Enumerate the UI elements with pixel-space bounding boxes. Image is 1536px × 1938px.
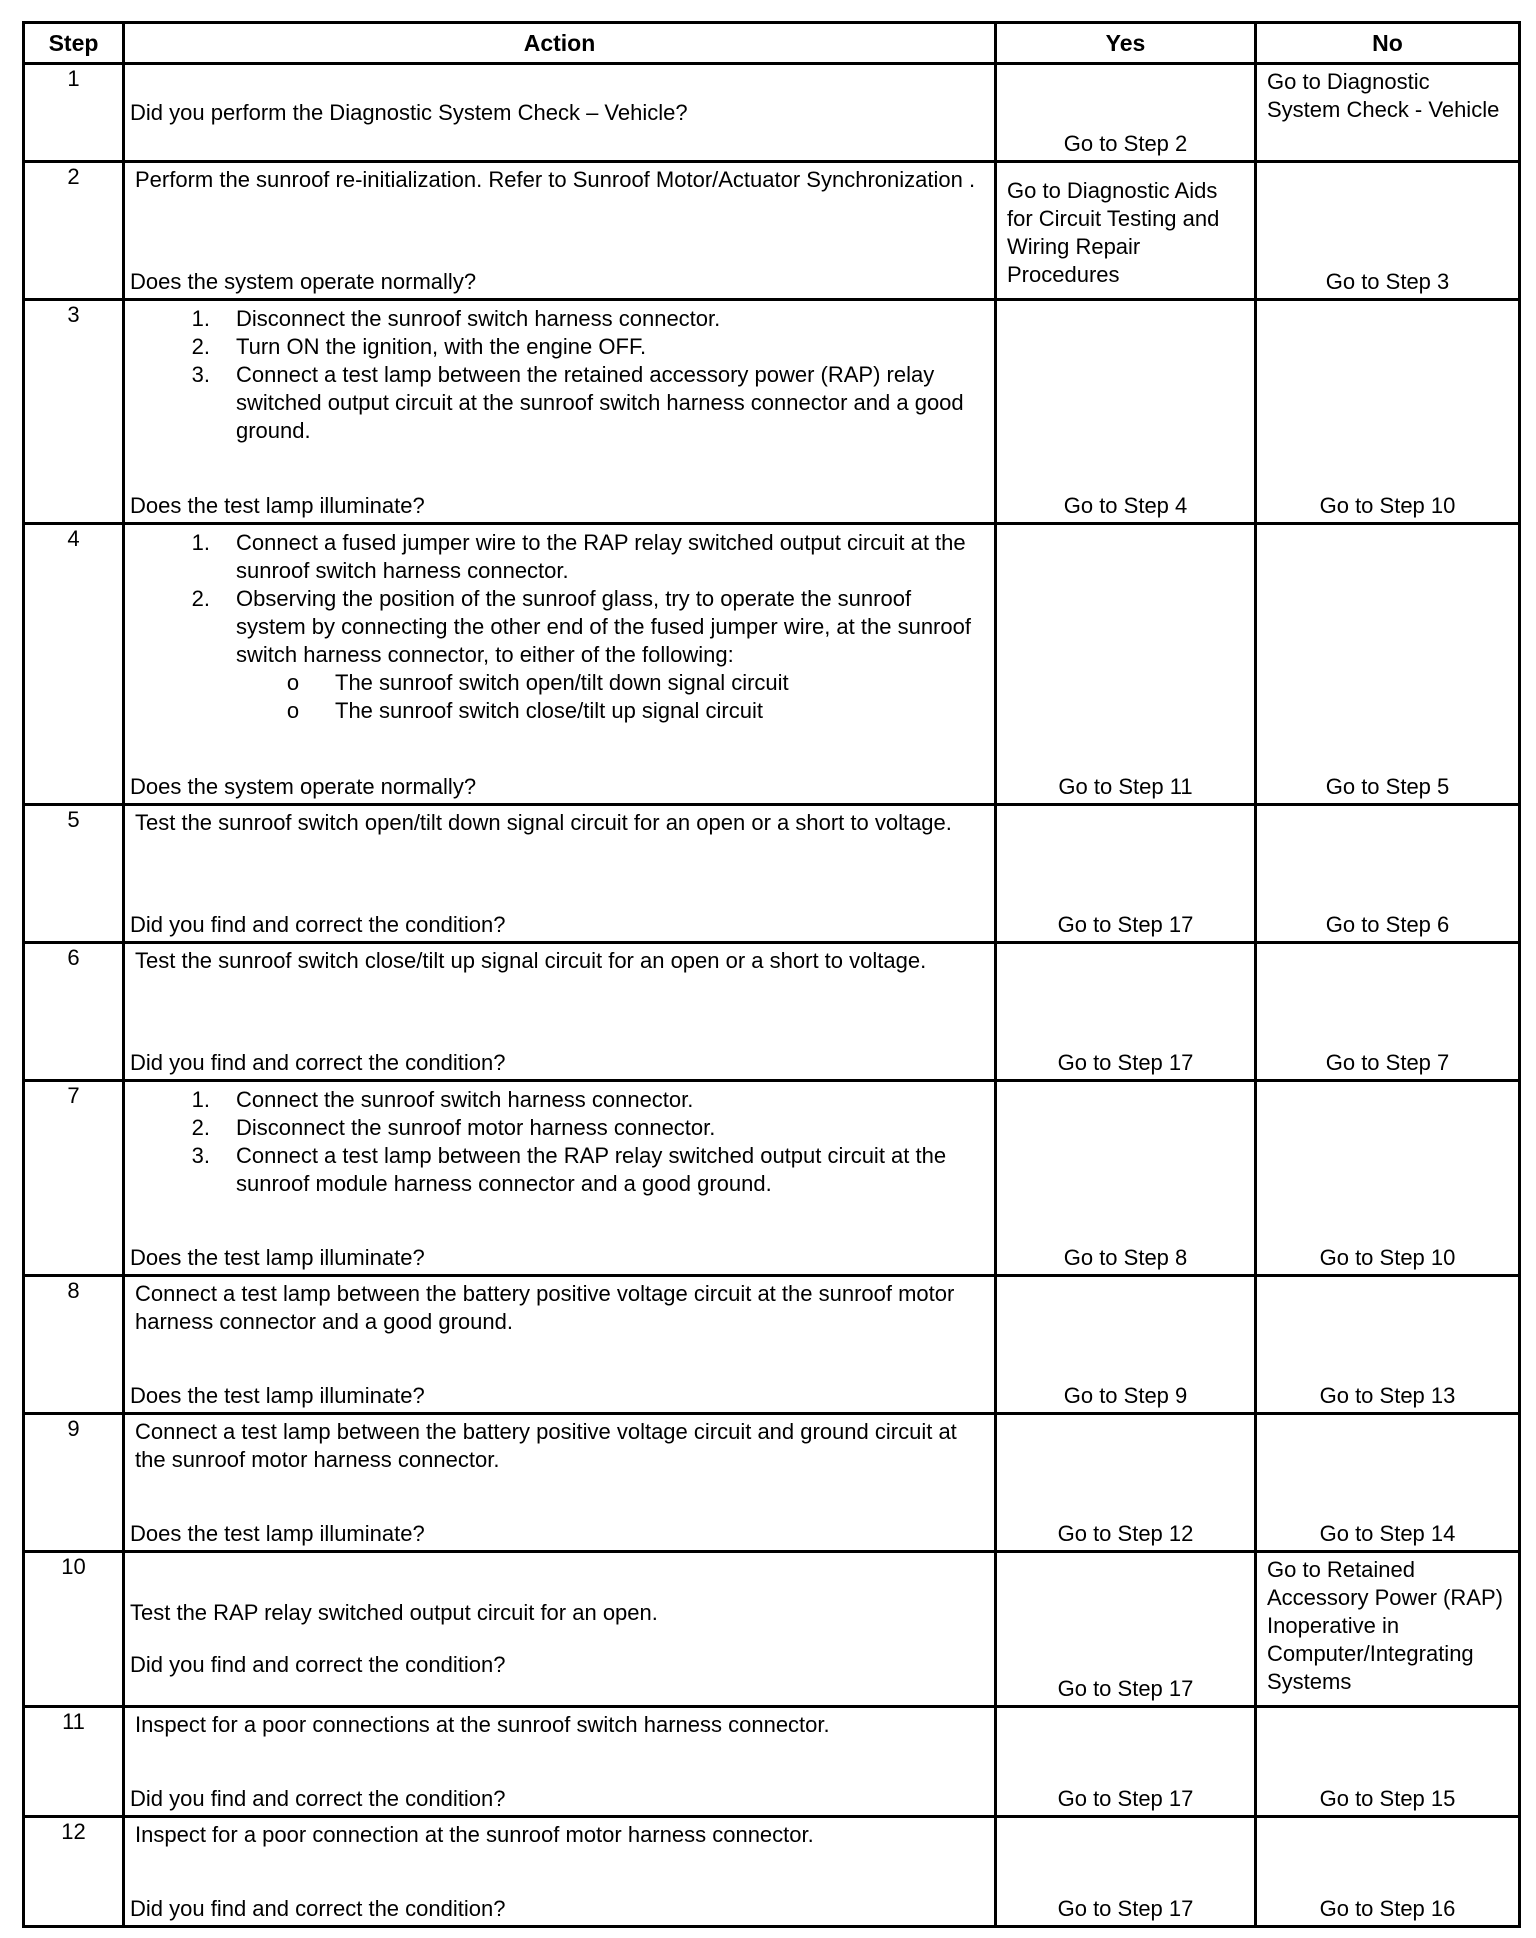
table-row — [24, 1414, 1520, 1552]
action-question: Does the test lamp illuminate? — [130, 1521, 425, 1546]
table-row — [24, 1081, 1520, 1276]
table-row — [24, 805, 1520, 943]
yes-link[interactable]: Go to Step 17 — [1057, 1786, 1194, 1811]
yes-cell — [996, 1552, 1256, 1707]
sub-list-item: o The sunroof switch open/tilt down signal circuit — [286, 670, 789, 695]
step-number: 12 — [24, 1817, 124, 1927]
table-row — [24, 524, 1520, 805]
list-item: 1. Connect the sunroof switch harness connector. — [191, 1087, 694, 1112]
list-item: 2. Observing the position of the sunroof glass, try to operate the sunroof system by connecting the other end of the fused jumper wire, at the sunroof switch harness connector, to either of the following: o The sunroof switch open/tilt down signal circuit o The sunroof switch close/tilt up signal circuit — [180, 585, 984, 725]
action-question: Did you find and correct the condition? — [130, 1896, 506, 1921]
no-cell — [1256, 1276, 1520, 1414]
no-cell — [1256, 1707, 1520, 1817]
header-action: Action — [124, 23, 996, 64]
no-cell — [1256, 300, 1520, 524]
yes-cell — [996, 1414, 1256, 1552]
header-step: Step — [24, 23, 124, 64]
yes-link[interactable]: Go to Step 17 — [1057, 1896, 1194, 1921]
action-instruction: Connect a test lamp between the battery positive voltage circuit at the sunroof motor harness connector and a good ground. — [135, 1281, 955, 1334]
header-no: No — [1256, 23, 1520, 64]
action-cell — [124, 1276, 996, 1414]
step-number: 9 — [24, 1414, 124, 1552]
action-question: Did you find and correct the condition? — [130, 1652, 506, 1677]
header-yes: Yes — [996, 23, 1256, 64]
instruction-list — [135, 305, 984, 445]
list-item: 1. Connect a fused jumper wire to the RAP relay switched output circuit at the sunroof switch harness connector. — [191, 530, 966, 583]
yes-link[interactable]: Go to Step 17 — [1057, 1050, 1194, 1075]
step-number: 6 — [24, 943, 124, 1081]
action-instruction: Inspect for a poor connection at the sunroof motor harness connector. — [135, 1822, 814, 1847]
no-link[interactable]: Go to Step 15 — [1319, 1786, 1456, 1811]
instruction-list — [135, 529, 984, 725]
no-link[interactable]: Go to Step 16 — [1319, 1896, 1456, 1921]
yes-link[interactable]: Go to Step 8 — [1063, 1245, 1188, 1270]
step-number: 11 — [24, 1707, 124, 1817]
yes-cell — [996, 805, 1256, 943]
yes-cell — [996, 524, 1256, 805]
yes-cell — [996, 1276, 1256, 1414]
yes-link[interactable]: Go to Step 9 — [1063, 1383, 1188, 1408]
yes-link[interactable]: Go to Step 2 — [1063, 131, 1188, 156]
no-cell — [1256, 1081, 1520, 1276]
header-row — [24, 23, 1520, 64]
no-link[interactable]: Go to Step 3 — [1325, 269, 1450, 294]
yes-cell — [996, 1707, 1256, 1817]
table-row — [24, 1817, 1520, 1927]
table-row — [24, 1707, 1520, 1817]
step-number: 4 — [24, 524, 124, 805]
no-link[interactable]: Go to Step 14 — [1319, 1521, 1456, 1546]
action-question: Did you find and correct the condition? — [130, 1786, 506, 1811]
action-question: Does the test lamp illuminate? — [130, 1245, 425, 1270]
no-link[interactable]: Go to Step 5 — [1325, 774, 1450, 799]
table-row — [24, 300, 1520, 524]
step-number: 5 — [24, 805, 124, 943]
action-question: Did you perform the Diagnostic System Check – Vehicle? — [130, 99, 688, 125]
step-number: 1 — [24, 64, 124, 162]
action-question: Did you find and correct the condition? — [130, 1050, 506, 1075]
yes-link[interactable]: Go to Step 11 — [1058, 774, 1193, 799]
action-cell — [124, 1081, 996, 1276]
table-row — [24, 162, 1520, 300]
yes-cell — [996, 943, 1256, 1081]
no-link[interactable]: Go to Step 7 — [1325, 1050, 1450, 1075]
sub-list — [236, 669, 984, 725]
table-row — [24, 1552, 1520, 1707]
instruction-list — [135, 1086, 984, 1198]
yes-link[interactable]: Go to Step 12 — [1057, 1521, 1194, 1546]
yes-cell — [996, 162, 1256, 300]
action-instruction: Test the sunroof switch close/tilt up signal circuit for an open or a short to voltage. — [135, 948, 927, 973]
yes-link[interactable]: Go to Step 17 — [1057, 1676, 1194, 1701]
action-cell — [124, 1707, 996, 1817]
yes-cell — [996, 64, 1256, 162]
no-link[interactable]: Go to Diagnostic System Check - Vehicle — [1267, 69, 1500, 122]
action-instruction: Test the RAP relay switched output circuit for an open. — [130, 1600, 658, 1625]
yes-cell — [996, 300, 1256, 524]
action-instruction: Connect a test lamp between the battery positive voltage circuit and ground circuit at the sunroof motor harness connector. — [135, 1419, 957, 1472]
sub-list-item: o The sunroof switch close/tilt up signal circuit — [286, 698, 763, 723]
action-question: Did you find and correct the condition? — [130, 912, 506, 937]
list-item: 2. Turn ON the ignition, with the engine OFF. — [191, 334, 647, 359]
step-number: 2 — [24, 162, 124, 300]
no-link[interactable]: Go to Step 13 — [1319, 1383, 1456, 1408]
action-cell — [124, 1552, 996, 1707]
step-number: 8 — [24, 1276, 124, 1414]
table-row — [24, 1276, 1520, 1414]
no-cell — [1256, 1414, 1520, 1552]
no-link[interactable]: Go to Step 10 — [1319, 1245, 1456, 1270]
no-link[interactable]: Go to Step 10 — [1319, 493, 1456, 518]
action-cell — [124, 524, 996, 805]
action-instruction: Test the sunroof switch open/tilt down signal circuit for an open or a short to voltage. — [135, 810, 952, 835]
list-item: 1. Disconnect the sunroof switch harness connector. — [191, 306, 721, 331]
no-link[interactable]: Go to Retained Accessory Power (RAP) Inoperative in Computer/Integrating Systems — [1267, 1557, 1503, 1694]
list-item: 3. Connect a test lamp between the RAP relay switched output circuit at the sunroof module harness connector and a good ground. — [191, 1143, 947, 1196]
action-cell — [124, 943, 996, 1081]
yes-link[interactable]: Go to Diagnostic Aids for Circuit Testing and Wiring Repair Procedures — [1007, 178, 1220, 287]
list-item: 2. Disconnect the sunroof motor harness connector. — [191, 1115, 716, 1140]
step-number: 10 — [24, 1552, 124, 1707]
action-question: Does the test lamp illuminate? — [130, 493, 425, 518]
yes-link[interactable]: Go to Step 17 — [1057, 912, 1194, 937]
action-cell — [124, 1414, 996, 1552]
step-number: 3 — [24, 300, 124, 524]
action-instruction: Inspect for a poor connections at the sunroof switch harness connector. — [135, 1712, 830, 1737]
table-row — [24, 943, 1520, 1081]
action-question: Does the system operate normally? — [130, 774, 477, 799]
no-cell — [1256, 524, 1520, 805]
action-question: Does the system operate normally? — [130, 269, 477, 294]
table-row — [24, 64, 1520, 162]
no-cell — [1256, 162, 1520, 300]
action-instruction: Perform the sunroof re-initialization. Refer to Sunroof Motor/Actuator Synchronization . — [135, 167, 976, 192]
no-link[interactable]: Go to Step 6 — [1325, 912, 1450, 937]
yes-cell — [996, 1817, 1256, 1927]
action-cell — [124, 300, 996, 524]
step-number: 7 — [24, 1081, 124, 1276]
no-cell — [1256, 805, 1520, 943]
action-cell — [124, 162, 996, 300]
diagnostic-table — [22, 21, 1521, 1928]
list-item: 3. Connect a test lamp between the retained accessory power (RAP) relay switched output circuit at the sunroof switch harness connector and a good ground. — [191, 362, 964, 443]
no-cell — [1256, 943, 1520, 1081]
yes-link[interactable]: Go to Step 4 — [1063, 493, 1188, 518]
no-cell — [1256, 1552, 1520, 1707]
no-cell — [1256, 64, 1520, 162]
yes-cell — [996, 1081, 1256, 1276]
action-cell — [124, 1817, 996, 1927]
no-cell — [1256, 1817, 1520, 1927]
action-question: Does the test lamp illuminate? — [130, 1383, 425, 1408]
action-cell — [124, 805, 996, 943]
action-cell — [124, 64, 996, 162]
